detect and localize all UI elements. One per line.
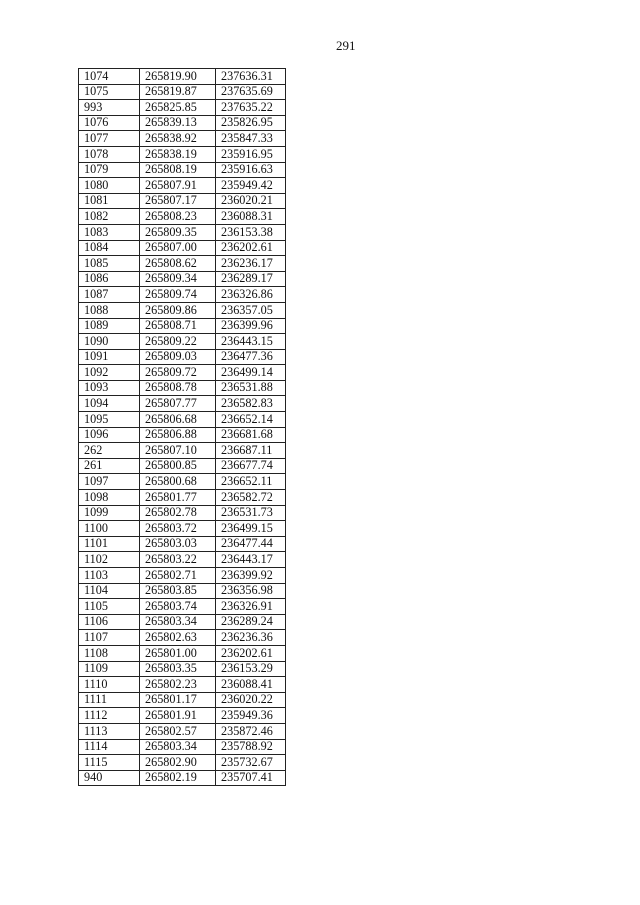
x-coordinate-cell: 265807.91 (140, 178, 216, 194)
point-number-cell: 1075 (79, 84, 140, 100)
x-coordinate-cell: 265809.03 (140, 349, 216, 365)
table-row (79, 490, 286, 506)
point-number-cell: 1092 (79, 365, 140, 381)
point-number-cell: 1099 (79, 505, 140, 521)
table-row (79, 474, 286, 490)
table-row (79, 661, 286, 677)
y-coordinate-cell: 236088.31 (216, 209, 286, 225)
point-number-cell: 1100 (79, 521, 140, 537)
x-coordinate-cell: 265803.74 (140, 599, 216, 615)
y-coordinate-cell: 236677.74 (216, 458, 286, 474)
x-coordinate-cell: 265803.34 (140, 614, 216, 630)
y-coordinate-cell: 236652.11 (216, 474, 286, 490)
point-number-cell: 1094 (79, 396, 140, 412)
table-row (79, 318, 286, 334)
x-coordinate-cell: 265809.34 (140, 271, 216, 287)
x-coordinate-cell: 265801.91 (140, 708, 216, 724)
x-coordinate-cell: 265809.35 (140, 224, 216, 240)
table-row (79, 240, 286, 256)
point-number-cell: 993 (79, 100, 140, 116)
table-row (79, 708, 286, 724)
y-coordinate-cell: 236326.91 (216, 599, 286, 615)
point-number-cell: 262 (79, 443, 140, 459)
y-coordinate-cell: 235826.95 (216, 115, 286, 131)
table-row (79, 256, 286, 272)
x-coordinate-cell: 265808.62 (140, 256, 216, 272)
y-coordinate-cell: 235872.46 (216, 723, 286, 739)
x-coordinate-cell: 265839.13 (140, 115, 216, 131)
table-row (79, 380, 286, 396)
x-coordinate-cell: 265800.85 (140, 458, 216, 474)
point-number-cell: 1090 (79, 334, 140, 350)
table-row (79, 146, 286, 162)
x-coordinate-cell: 265838.19 (140, 146, 216, 162)
y-coordinate-cell: 236399.92 (216, 568, 286, 584)
point-number-cell: 1098 (79, 490, 140, 506)
table-row (79, 770, 286, 786)
coordinates-table-body (79, 69, 286, 786)
point-number-cell: 1105 (79, 599, 140, 615)
point-number-cell: 1084 (79, 240, 140, 256)
y-coordinate-cell: 236236.17 (216, 256, 286, 272)
point-number-cell: 1095 (79, 412, 140, 428)
x-coordinate-cell: 265807.00 (140, 240, 216, 256)
y-coordinate-cell: 236399.96 (216, 318, 286, 334)
x-coordinate-cell: 265803.85 (140, 583, 216, 599)
y-coordinate-cell: 236088.41 (216, 677, 286, 693)
table-row (79, 69, 286, 85)
x-coordinate-cell: 265809.72 (140, 365, 216, 381)
y-coordinate-cell: 236020.22 (216, 692, 286, 708)
x-coordinate-cell: 265807.77 (140, 396, 216, 412)
point-number-cell: 1087 (79, 287, 140, 303)
x-coordinate-cell: 265802.71 (140, 568, 216, 584)
y-coordinate-cell: 236582.72 (216, 490, 286, 506)
table-row (79, 412, 286, 428)
x-coordinate-cell: 265806.88 (140, 427, 216, 443)
x-coordinate-cell: 265801.77 (140, 490, 216, 506)
y-coordinate-cell: 237635.69 (216, 84, 286, 100)
y-coordinate-cell: 236326.86 (216, 287, 286, 303)
table-row (79, 224, 286, 240)
table-row (79, 630, 286, 646)
point-number-cell: 1103 (79, 568, 140, 584)
point-number-cell: 1113 (79, 723, 140, 739)
y-coordinate-cell: 235788.92 (216, 739, 286, 755)
y-coordinate-cell: 236020.21 (216, 193, 286, 209)
y-coordinate-cell: 236202.61 (216, 645, 286, 661)
point-number-cell: 1085 (79, 256, 140, 272)
table-row (79, 739, 286, 755)
table-row (79, 427, 286, 443)
y-coordinate-cell: 235916.63 (216, 162, 286, 178)
y-coordinate-cell: 235847.33 (216, 131, 286, 147)
table-row (79, 334, 286, 350)
x-coordinate-cell: 265819.87 (140, 84, 216, 100)
point-number-cell: 1102 (79, 552, 140, 568)
x-coordinate-cell: 265808.19 (140, 162, 216, 178)
x-coordinate-cell: 265808.71 (140, 318, 216, 334)
x-coordinate-cell: 265801.00 (140, 645, 216, 661)
x-coordinate-cell: 265819.90 (140, 69, 216, 85)
point-number-cell: 1078 (79, 146, 140, 162)
x-coordinate-cell: 265800.68 (140, 474, 216, 490)
x-coordinate-cell: 265803.22 (140, 552, 216, 568)
table-row (79, 396, 286, 412)
page-number: 291 (336, 38, 356, 53)
table-row (79, 614, 286, 630)
y-coordinate-cell: 236477.44 (216, 536, 286, 552)
table-row (79, 599, 286, 615)
table-row (79, 458, 286, 474)
table-row (79, 100, 286, 116)
x-coordinate-cell: 265802.90 (140, 755, 216, 771)
table-row (79, 521, 286, 537)
y-coordinate-cell: 236531.73 (216, 505, 286, 521)
point-number-cell: 1104 (79, 583, 140, 599)
point-number-cell: 1096 (79, 427, 140, 443)
table-row (79, 271, 286, 287)
x-coordinate-cell: 265802.57 (140, 723, 216, 739)
x-coordinate-cell: 265802.23 (140, 677, 216, 693)
y-coordinate-cell: 236477.36 (216, 349, 286, 365)
x-coordinate-cell: 265808.78 (140, 380, 216, 396)
y-coordinate-cell: 236153.29 (216, 661, 286, 677)
table-row (79, 645, 286, 661)
point-number-cell: 1114 (79, 739, 140, 755)
table-row (79, 568, 286, 584)
y-coordinate-cell: 236153.38 (216, 224, 286, 240)
x-coordinate-cell: 265802.63 (140, 630, 216, 646)
y-coordinate-cell: 235707.41 (216, 770, 286, 786)
table-row (79, 552, 286, 568)
point-number-cell: 1093 (79, 380, 140, 396)
point-number-cell: 1110 (79, 677, 140, 693)
x-coordinate-cell: 265803.35 (140, 661, 216, 677)
point-number-cell: 1082 (79, 209, 140, 225)
table-row (79, 443, 286, 459)
point-number-cell: 1101 (79, 536, 140, 552)
x-coordinate-cell: 265803.34 (140, 739, 216, 755)
x-coordinate-cell: 265809.74 (140, 287, 216, 303)
table-row (79, 505, 286, 521)
x-coordinate-cell: 265803.72 (140, 521, 216, 537)
table-row (79, 723, 286, 739)
y-coordinate-cell: 236681.68 (216, 427, 286, 443)
x-coordinate-cell: 265807.17 (140, 193, 216, 209)
x-coordinate-cell: 265809.22 (140, 334, 216, 350)
y-coordinate-cell: 236652.14 (216, 412, 286, 428)
x-coordinate-cell: 265807.10 (140, 443, 216, 459)
x-coordinate-cell: 265802.19 (140, 770, 216, 786)
point-number-cell: 1091 (79, 349, 140, 365)
y-coordinate-cell: 236236.36 (216, 630, 286, 646)
table-row (79, 162, 286, 178)
y-coordinate-cell: 236443.15 (216, 334, 286, 350)
point-number-cell: 1106 (79, 614, 140, 630)
table-row (79, 193, 286, 209)
table-row (79, 178, 286, 194)
table-row (79, 287, 286, 303)
point-number-cell: 261 (79, 458, 140, 474)
table-row (79, 131, 286, 147)
y-coordinate-cell: 235916.95 (216, 146, 286, 162)
table-row (79, 115, 286, 131)
point-number-cell: 1077 (79, 131, 140, 147)
table-row (79, 583, 286, 599)
y-coordinate-cell: 235949.42 (216, 178, 286, 194)
point-number-cell: 1088 (79, 302, 140, 318)
x-coordinate-cell: 265802.78 (140, 505, 216, 521)
coordinates-table (78, 68, 286, 786)
point-number-cell: 1107 (79, 630, 140, 646)
point-number-cell: 1108 (79, 645, 140, 661)
y-coordinate-cell: 236582.83 (216, 396, 286, 412)
x-coordinate-cell: 265838.92 (140, 131, 216, 147)
y-coordinate-cell: 236499.14 (216, 365, 286, 381)
table-row (79, 692, 286, 708)
y-coordinate-cell: 235949.36 (216, 708, 286, 724)
y-coordinate-cell: 235732.67 (216, 755, 286, 771)
table-row (79, 349, 286, 365)
x-coordinate-cell: 265803.03 (140, 536, 216, 552)
x-coordinate-cell: 265806.68 (140, 412, 216, 428)
table-row (79, 209, 286, 225)
table-row (79, 536, 286, 552)
table-row (79, 365, 286, 381)
point-number-cell: 1074 (79, 69, 140, 85)
point-number-cell: 1080 (79, 178, 140, 194)
y-coordinate-cell: 236443.17 (216, 552, 286, 568)
point-number-cell: 1076 (79, 115, 140, 131)
y-coordinate-cell: 236202.61 (216, 240, 286, 256)
y-coordinate-cell: 236289.17 (216, 271, 286, 287)
y-coordinate-cell: 236357.05 (216, 302, 286, 318)
y-coordinate-cell: 237636.31 (216, 69, 286, 85)
y-coordinate-cell: 236356.98 (216, 583, 286, 599)
y-coordinate-cell: 236499.15 (216, 521, 286, 537)
point-number-cell: 1097 (79, 474, 140, 490)
point-number-cell: 1112 (79, 708, 140, 724)
table-row (79, 84, 286, 100)
point-number-cell: 1115 (79, 755, 140, 771)
point-number-cell: 1111 (79, 692, 140, 708)
point-number-cell: 1086 (79, 271, 140, 287)
x-coordinate-cell: 265809.86 (140, 302, 216, 318)
point-number-cell: 1083 (79, 224, 140, 240)
x-coordinate-cell: 265801.17 (140, 692, 216, 708)
y-coordinate-cell: 236531.88 (216, 380, 286, 396)
table-row (79, 755, 286, 771)
point-number-cell: 1089 (79, 318, 140, 334)
point-number-cell: 1109 (79, 661, 140, 677)
x-coordinate-cell: 265825.85 (140, 100, 216, 116)
point-number-cell: 940 (79, 770, 140, 786)
y-coordinate-cell: 236289.24 (216, 614, 286, 630)
table-row (79, 302, 286, 318)
point-number-cell: 1081 (79, 193, 140, 209)
x-coordinate-cell: 265808.23 (140, 209, 216, 225)
y-coordinate-cell: 236687.11 (216, 443, 286, 459)
table-row (79, 677, 286, 693)
point-number-cell: 1079 (79, 162, 140, 178)
y-coordinate-cell: 237635.22 (216, 100, 286, 116)
